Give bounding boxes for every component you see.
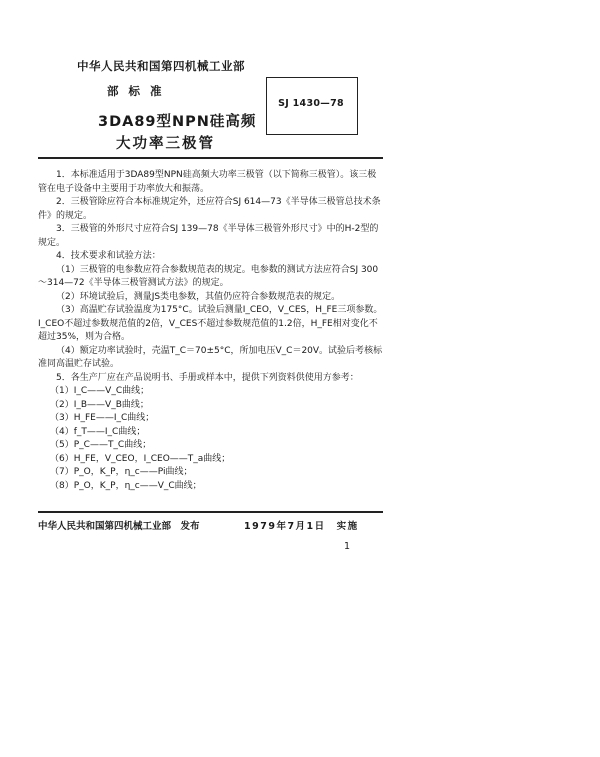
list-item: （7）P_O，K_P，η_c——Pi曲线； — [50, 467, 193, 477]
clause-4-1: （1）三极管的电参数应符合参数规范表的规定。电参数的测试方法应符合SJ 300～314—72《半导体三极管测试方法》的规定。 — [38, 264, 379, 288]
list-item: （3）H_FE——I_C曲线； — [50, 413, 155, 423]
list-item: （1）I_C——V_C曲线； — [50, 386, 150, 396]
standard-code: SJ 1430—78 — [278, 98, 344, 109]
document-title-line1: 3DA89型NPN硅高频 — [98, 114, 257, 130]
footer-effective-date: 1979年7月1日 实施 — [244, 521, 359, 532]
list-item: （4）f_T——I_C曲线； — [50, 426, 146, 437]
list-item: （8）P_O，K_P，η_c——V_C曲线； — [50, 480, 202, 491]
document-title-line2: 大功率三极管 — [116, 136, 215, 152]
clause-4: 4．技术要求和试验方法： — [56, 251, 161, 261]
document-body — [38, 169, 383, 493]
top-rule — [38, 157, 383, 159]
list-item: （6）H_FE，V_CEO，I_CEO——T_a曲线； — [50, 453, 231, 464]
clause-4-3: （3）高温贮存试验温度为175°C。试验后测量I_CEO，V_CES，H_FE三项参数。I_CEO不超过参数规范值的2倍，V_CES不超过参数规范值的1.2倍，H_FE相对变化不超过35%，则为合格。 — [38, 305, 383, 342]
page-number: 1 — [344, 541, 351, 552]
issuing-organization: 中华人民共和国第四机械工业部 — [77, 59, 245, 73]
clause-4-4: （4）额定功率试验时，壳温T_C＝70±5°C，所加电压V_C＝20V。试验后考核标准同高温贮存试验。 — [38, 345, 383, 369]
clause-3: 3．三极管的外形尺寸应符合SJ 139—78《半导体三极管外形尺寸》中的H-2型的规定。 — [38, 224, 379, 248]
footer-issuer: 中华人民共和国第四机械工业部 发布 — [38, 521, 200, 532]
clause-1: 1．本标准适用于3DA89型NPN硅高频大功率三极管（以下简称三极管）。该三极管在电子设备中主要用于功率放大和振荡。 — [38, 170, 377, 194]
bottom-rule — [38, 511, 383, 513]
list-item: （2）I_B——V_B曲线； — [50, 399, 149, 410]
clause-5: 5．各生产厂应在产品说明书、手册或样本中，提供下列资料供使用方参考： — [56, 372, 359, 383]
clause-4-2: （2）环境试验后，测量JS类电参数，其值仍应符合参数规范表的规定。 — [56, 291, 341, 302]
clause-2: 2．三极管除应符合本标准规定外，还应符合SJ 614—73《半导体三极管总技术条件》的规定。 — [38, 197, 381, 221]
list-item: （5）P_C——T_C曲线； — [50, 440, 152, 450]
standard-label: 部标准 — [107, 84, 172, 98]
